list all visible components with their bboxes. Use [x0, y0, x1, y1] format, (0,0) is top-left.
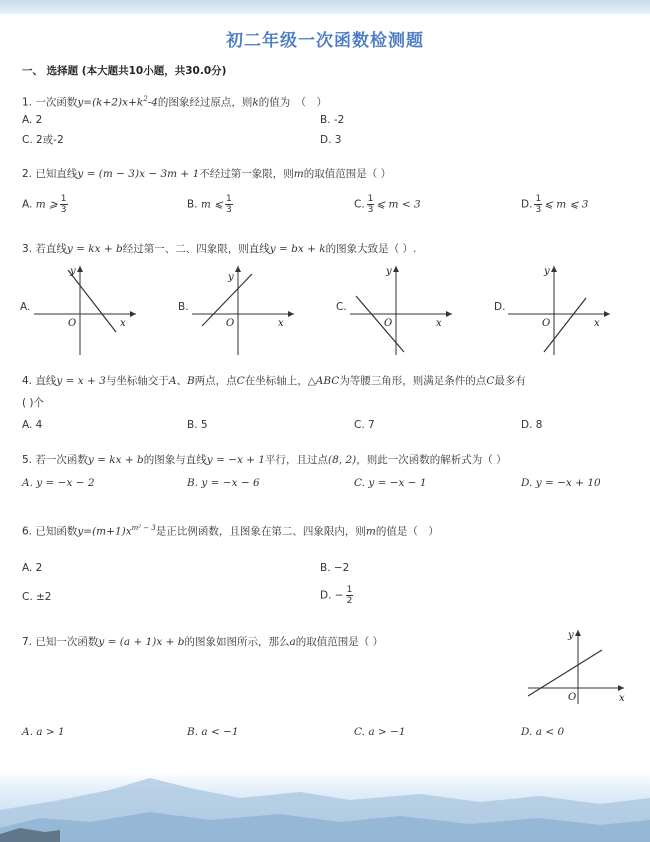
q4-triangle: △ABC: [307, 375, 340, 387]
q1-expr: y=(k+2)x+k: [77, 96, 144, 109]
q2-text-a: 2. 已知直线: [22, 168, 78, 180]
q3-text-b: 经过第一、二、四象限，则直线: [122, 243, 270, 255]
axis-y-label: y: [568, 630, 574, 641]
fraction-numerator: 1: [367, 194, 374, 204]
q3-option-d-label[interactable]: D.: [494, 301, 506, 313]
q7-expr: y = (a + 1)x + b: [98, 636, 185, 648]
q7-option-b[interactable]: [187, 725, 239, 739]
q4-text-g: 最多有: [494, 375, 526, 387]
q2-option-a[interactable]: [22, 194, 70, 215]
q6-d-fraction: [346, 585, 354, 606]
q5-text-d: ，则此一次函数的解析式为（ ）: [356, 454, 507, 466]
top-banner-strip: [0, 0, 650, 14]
q1-text-a: 1. 一次函数: [22, 96, 78, 109]
q1-exponent: 2: [143, 95, 148, 103]
origin-label: O: [226, 318, 235, 329]
q4-text-e: 在坐标轴上，: [244, 375, 308, 387]
question-7-stem: [22, 635, 383, 649]
q3-graph-a[interactable]: [32, 262, 142, 357]
q6-option-c[interactable]: C. ±2: [22, 591, 52, 603]
q2-text-c: 的取值范围是（ ）: [303, 168, 392, 180]
q4-option-c[interactable]: C. 7: [354, 419, 375, 431]
q7-d-text: D. a < 0: [521, 726, 565, 738]
q3-graph-d[interactable]: [506, 262, 616, 357]
q2-d-label: D.: [521, 198, 533, 211]
q2-option-d[interactable]: [521, 194, 588, 215]
origin-label: O: [68, 318, 77, 329]
q5-option-d[interactable]: [521, 476, 601, 490]
page-title: 初二年级一次函数检测题: [226, 31, 424, 51]
q7-c-text: C. a > −1: [354, 726, 406, 738]
q5-d-text: D. y = −x + 10: [521, 477, 601, 489]
q7-b-text: B. a < −1: [187, 726, 239, 738]
q2-c-fraction: [367, 194, 375, 215]
q5-b-text: B. y = −x − 6: [187, 477, 260, 489]
q6-d-label: D. −: [320, 589, 344, 602]
q3-option-a-label[interactable]: A.: [20, 301, 31, 313]
origin-label: O: [568, 692, 577, 703]
fraction-numerator: 1: [60, 194, 67, 204]
q4-text-f: 为等腰三角形，则满足条件的点: [339, 375, 487, 387]
q2-expr: y = (m − 3)x − 3m + 1: [77, 168, 200, 180]
fraction-denominator: 3: [535, 205, 542, 215]
q2-c-expr: ⩽ m < 3: [376, 198, 421, 211]
section-heading: 一、 选择题 (本大题共10小题，共30.0分): [22, 65, 227, 77]
q2-c-label: C.: [354, 198, 365, 211]
q2-d-fraction: [534, 194, 542, 215]
q5-option-c[interactable]: [354, 476, 427, 490]
question-6-stem: [22, 521, 439, 539]
q4-text-d: 两点，点: [194, 375, 237, 387]
q7-option-d[interactable]: [521, 725, 564, 739]
axis-x-label: x: [278, 318, 284, 329]
fraction-denominator: 2: [346, 596, 353, 606]
fraction-denominator: 3: [60, 205, 67, 215]
q6-text-b: 是正比例函数，且图象在第二、四象限内，则: [155, 525, 366, 538]
q6-option-a[interactable]: A. 2: [22, 562, 43, 574]
q1-text-b: 的图象经过原点，则: [157, 96, 253, 109]
q4-option-b[interactable]: B. 5: [187, 419, 208, 431]
q1-text-c: 的值为 （ ）: [258, 96, 328, 109]
origin-label: O: [542, 318, 551, 329]
q3-graph-c[interactable]: [348, 262, 458, 357]
axis-y-label: y: [386, 266, 392, 277]
q3-graph-b[interactable]: [190, 262, 300, 357]
axis-x-label: x: [436, 318, 442, 329]
origin-label: O: [384, 318, 393, 329]
q7-option-a[interactable]: [22, 725, 65, 739]
q2-var: m: [293, 168, 304, 180]
q5-text-b: 的图象与直线: [143, 454, 207, 466]
q5-text-a: 5. 若一次函数: [22, 454, 88, 466]
q4-point-b: B: [186, 375, 195, 387]
q5-c-text: C. y = −x − 1: [354, 477, 427, 489]
axis-x-label: x: [594, 318, 600, 329]
q6-var: m: [365, 525, 376, 538]
q5-option-a[interactable]: [22, 476, 95, 490]
q7-text-b: 的图象如图所示，那么: [184, 636, 290, 648]
q2-b-label: B.: [187, 198, 198, 211]
question-5-stem: [22, 453, 507, 467]
q2-a-fraction: [60, 194, 68, 215]
q3-text-a: 3. 若直线: [22, 243, 67, 255]
q5-expr2: y = −x + 1: [206, 454, 266, 466]
q5-text-c: 平行，且过点: [265, 454, 329, 466]
q7-var: a: [289, 636, 296, 648]
q6-option-b[interactable]: B. −2: [320, 562, 350, 574]
question-4-stem: [22, 374, 526, 388]
q3-expr2: y = bx + k: [269, 243, 326, 255]
q3-option-b-label[interactable]: B.: [178, 301, 189, 313]
q7-option-c[interactable]: [354, 725, 406, 739]
axis-x-label: x: [619, 693, 625, 704]
fraction-numerator: 1: [346, 585, 353, 595]
q3-expr1: y = kx + b: [66, 243, 123, 255]
q4-point-c: C: [236, 375, 245, 387]
q5-a-text: A. y = −x − 2: [22, 477, 95, 489]
q1-option-a[interactable]: A. 2: [22, 114, 43, 126]
q4-text-c: 、: [176, 375, 187, 387]
mountain-silhouette-icon: [0, 770, 650, 842]
q7-graph: [524, 624, 630, 706]
q7-text-a: 7. 已知一次函数: [22, 636, 99, 648]
axis-y-label: y: [544, 266, 550, 277]
fraction-denominator: 3: [367, 205, 374, 215]
q2-d-expr: ⩽ m ⩽ 3: [544, 198, 589, 211]
question-2-stem: [22, 167, 391, 181]
q4-option-a[interactable]: A. 4: [22, 419, 43, 431]
q2-option-c[interactable]: [354, 194, 421, 215]
q4-point-a: A: [168, 375, 177, 387]
question-3-stem: [22, 242, 416, 256]
q4-text-b: 与坐标轴交于: [105, 375, 169, 387]
q2-option-b[interactable]: [187, 194, 235, 215]
q6-exponent: m² − 3: [131, 524, 156, 532]
axis-x-label: x: [120, 318, 126, 329]
fraction-denominator: 3: [225, 205, 232, 215]
q2-text-b: 不经过第一象限，则: [199, 168, 294, 180]
q4-stem-line2: ( )个: [22, 397, 45, 409]
q2-a-expr: m ⩾: [35, 198, 58, 211]
axis-y-label: y: [70, 266, 76, 277]
q7-text-c: 的取值范围是（ ）: [295, 636, 384, 648]
q6-text-c: 的值是（ ）: [375, 525, 439, 538]
question-1-stem: [22, 92, 327, 110]
fraction-numerator: 1: [225, 194, 232, 204]
q5-expr1: y = kx + b: [87, 454, 144, 466]
q1-expr-tail: -4: [147, 96, 158, 109]
q3-option-c-label[interactable]: C.: [336, 301, 347, 313]
q2-a-label: A.: [22, 198, 33, 211]
q1-option-d[interactable]: D. 3: [320, 134, 342, 146]
axis-y-label: y: [228, 272, 234, 283]
q5-option-b[interactable]: [187, 476, 260, 490]
q4-option-d[interactable]: D. 8: [521, 419, 543, 431]
q2-b-expr: m ⩽: [200, 198, 223, 211]
q1-option-c[interactable]: C. 2或-2: [22, 134, 64, 146]
q6-expr: y=(m+1)x: [77, 525, 132, 538]
q4-expr: y = x + 3: [56, 375, 106, 387]
q3-text-c: 的图象大致是（ ）.: [325, 243, 417, 255]
q6-text-a: 6. 已知函数: [22, 525, 78, 538]
q4-text-a: 4. 直线: [22, 375, 57, 387]
q4-point-c2: C: [486, 375, 495, 387]
q1-var: k: [252, 96, 259, 109]
q6-option-d[interactable]: [320, 585, 355, 606]
mountain-footer-image: [0, 770, 650, 842]
q7-a-text: A. a > 1: [22, 726, 65, 738]
q2-b-fraction: [225, 194, 233, 215]
q5-point: (8, 2): [328, 454, 357, 466]
q1-option-b[interactable]: B. -2: [320, 114, 345, 126]
fraction-numerator: 1: [535, 194, 542, 204]
